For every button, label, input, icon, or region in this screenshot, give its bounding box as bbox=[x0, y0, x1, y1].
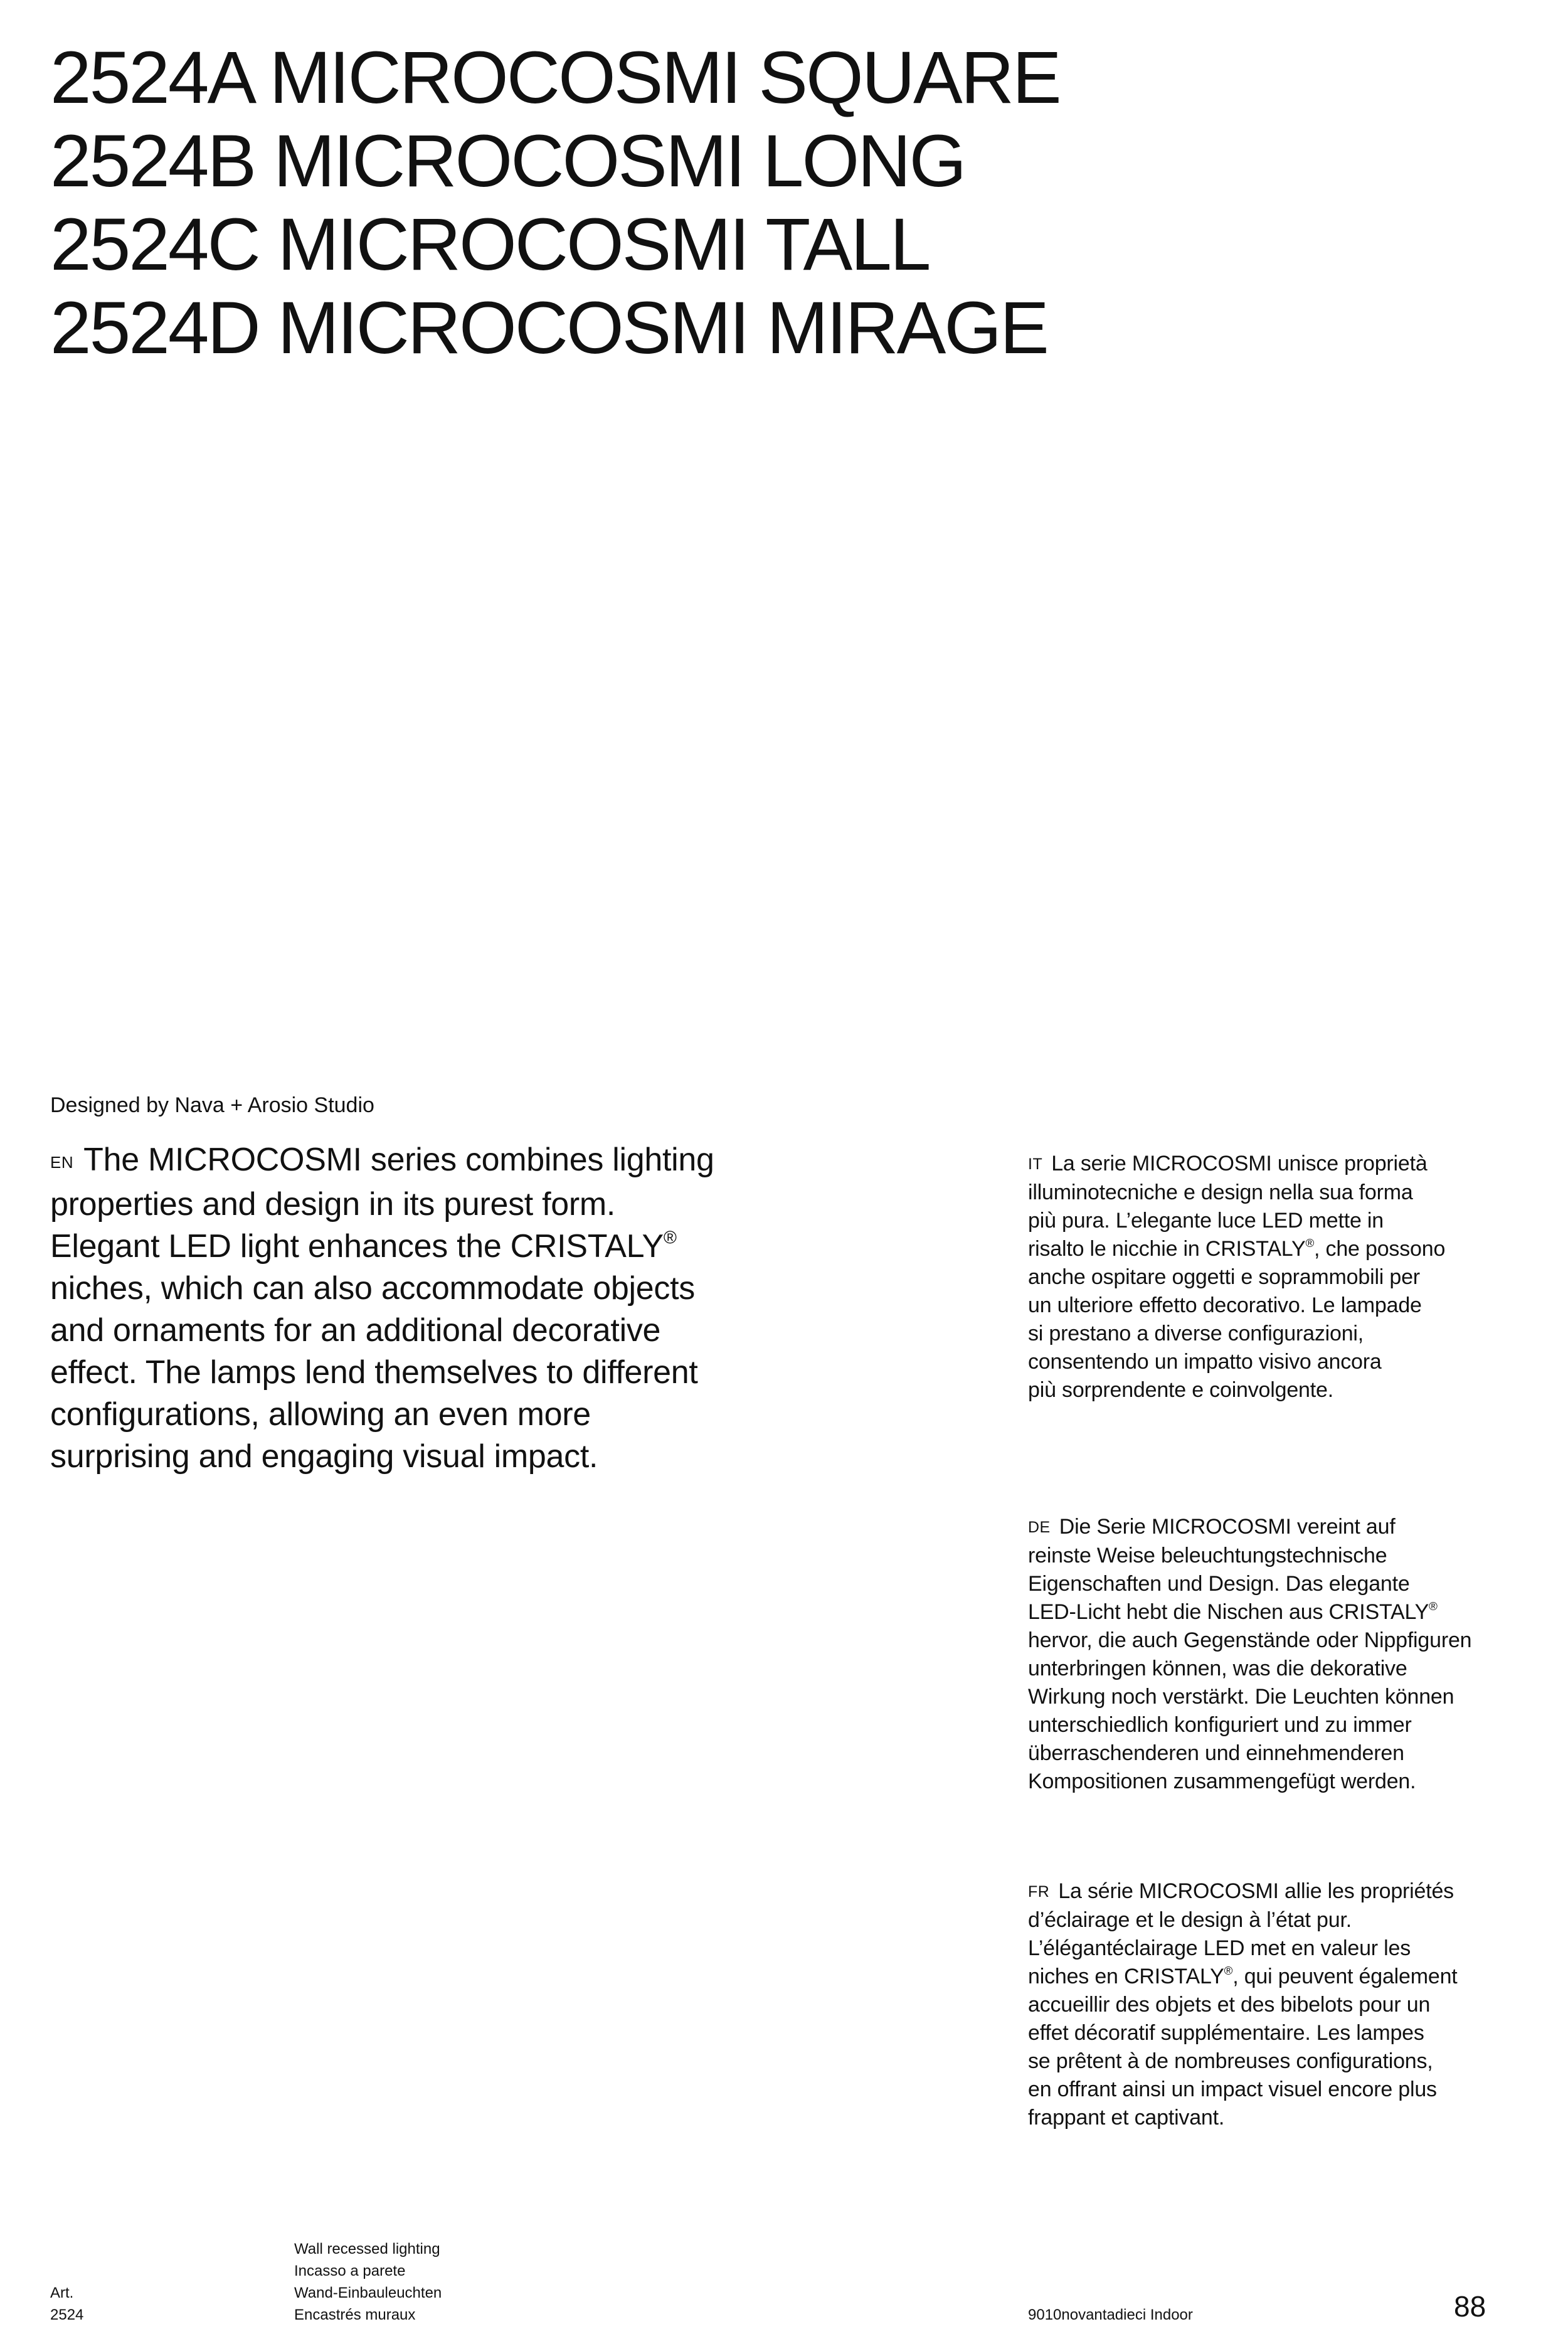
registered-mark: ® bbox=[663, 1228, 677, 1248]
description-it-line: più pura. L’elegante luce LED mette in bbox=[1028, 1209, 1384, 1233]
description-de-line: hervor, die auch Gegenstände oder Nippfiguren bbox=[1028, 1628, 1472, 1652]
description-it bbox=[1028, 1150, 1505, 1404]
description-it-line: IT La serie MICROCOSMI unisce proprietà bbox=[1028, 1152, 1428, 1175]
footer-art-number: 2524 bbox=[50, 2306, 84, 2323]
description-fr-line: niches en CRISTALY®, qui peuvent également bbox=[1028, 1963, 1458, 1988]
lang-code-en: EN bbox=[50, 1153, 74, 1172]
description-it-line: si prestano a diverse configurazioni, bbox=[1028, 1322, 1364, 1345]
description-de-line: unterbringen können, was die dekorative bbox=[1028, 1657, 1407, 1680]
description-it-line: più sorprendente e coinvolgente. bbox=[1028, 1378, 1333, 1402]
description-it-line: un ulteriore effetto decorativo. Le lampade bbox=[1028, 1293, 1422, 1317]
registered-mark: ® bbox=[1305, 1236, 1315, 1249]
product-title-2524d: 2524D MICROCOSMI MIRAGE bbox=[50, 287, 1047, 369]
description-en-line: configurations, allowing an even more bbox=[50, 1396, 591, 1433]
description-en-line: and ornaments for an additional decorative bbox=[50, 1312, 661, 1349]
description-fr-line: se prêtent à de nombreuses configurations, bbox=[1028, 2049, 1433, 2073]
description-en-line: surprising and engaging visual impact. bbox=[50, 1438, 598, 1475]
lang-code-fr: FR bbox=[1028, 1883, 1050, 1901]
footer-article bbox=[50, 2282, 83, 2326]
description-en-line: EN The MICROCOSMI series combines lighting bbox=[50, 1142, 714, 1178]
footer-category bbox=[294, 2238, 442, 2326]
description-en-line: effect. The lamps lend themselves to different bbox=[50, 1354, 698, 1391]
lang-code-de: DE bbox=[1028, 1519, 1051, 1536]
description-it-line: consentendo un impatto visivo ancora bbox=[1028, 1350, 1382, 1374]
description-fr-line: effet décoratif supplémentaire. Les lampes bbox=[1028, 2021, 1424, 2045]
product-title-2524c: 2524C MICROCOSMI TALL bbox=[50, 203, 930, 286]
footer-category-line: Wall recessed lighting bbox=[294, 2241, 440, 2257]
description-fr-line: accueillir des objets et des bibelots pour un bbox=[1028, 1993, 1431, 2017]
footer-category-line: Wand-Einbauleuchten bbox=[294, 2284, 442, 2301]
registered-mark: ® bbox=[1224, 1963, 1233, 1977]
footer-category-line: Encastrés muraux bbox=[294, 2306, 416, 2323]
description-en-line: properties and design in its purest form. bbox=[50, 1186, 616, 1223]
description-en bbox=[50, 1139, 759, 1478]
description-de-line: Wirkung noch verstärkt. Die Leuchten können bbox=[1028, 1685, 1454, 1709]
description-de bbox=[1028, 1513, 1505, 1796]
description-it-line: illuminotecniche e design nella sua forma bbox=[1028, 1180, 1413, 1204]
description-de-line: Kompositionen zusammengefügt werden. bbox=[1028, 1769, 1416, 1793]
description-it-line: anche ospitare oggetti e soprammobili per bbox=[1028, 1265, 1420, 1289]
product-titles bbox=[50, 36, 1060, 370]
description-fr-line: en offrant ainsi un impact visuel encore plus bbox=[1028, 2077, 1437, 2101]
description-fr-line: d’éclairage et le design à l’état pur. bbox=[1028, 1908, 1352, 1932]
footer-art-label: Art. bbox=[50, 2284, 74, 2301]
lang-code-it: IT bbox=[1028, 1155, 1043, 1173]
description-fr bbox=[1028, 1877, 1505, 2132]
product-title-2524b: 2524B MICROCOSMI LONG bbox=[50, 120, 965, 203]
description-fr-line: frappant et captivant. bbox=[1028, 2106, 1225, 2130]
product-title-2524a: 2524A MICROCOSMI SQUARE bbox=[50, 36, 1060, 119]
description-en-line: Elegant LED light enhances the CRISTALY® bbox=[50, 1228, 677, 1265]
page-number: 88 bbox=[1454, 2290, 1486, 2323]
description-de-line: LED-Licht hebt die Nischen aus CRISTALY® bbox=[1028, 1599, 1438, 1624]
description-fr-line: L’élégantéclairage LED met en valeur les bbox=[1028, 1936, 1411, 1960]
footer-brand: 9010novantadieci Indoor bbox=[1028, 2306, 1193, 2323]
description-de-line: Eigenschaften und Design. Das elegante bbox=[1028, 1572, 1410, 1596]
description-de-line: DE Die Serie MICROCOSMI vereint auf bbox=[1028, 1515, 1396, 1539]
registered-mark: ® bbox=[1429, 1599, 1438, 1613]
description-de-line: unterschiedlich konfiguriert und zu immer bbox=[1028, 1713, 1412, 1737]
footer-category-line: Incasso a parete bbox=[294, 2263, 406, 2279]
description-it-line: risalto le nicchie in CRISTALY®, che possono bbox=[1028, 1236, 1446, 1261]
description-de-line: reinste Weise beleuchtungstechnische bbox=[1028, 1544, 1387, 1568]
description-en-line: niches, which can also accommodate objects bbox=[50, 1270, 695, 1307]
description-fr-line: FR La série MICROCOSMI allie les propriétés bbox=[1028, 1879, 1454, 1903]
designer-credit: Designed by Nava + Arosio Studio bbox=[50, 1093, 374, 1117]
description-de-line: überraschenderen und einnehmenderen bbox=[1028, 1741, 1404, 1765]
